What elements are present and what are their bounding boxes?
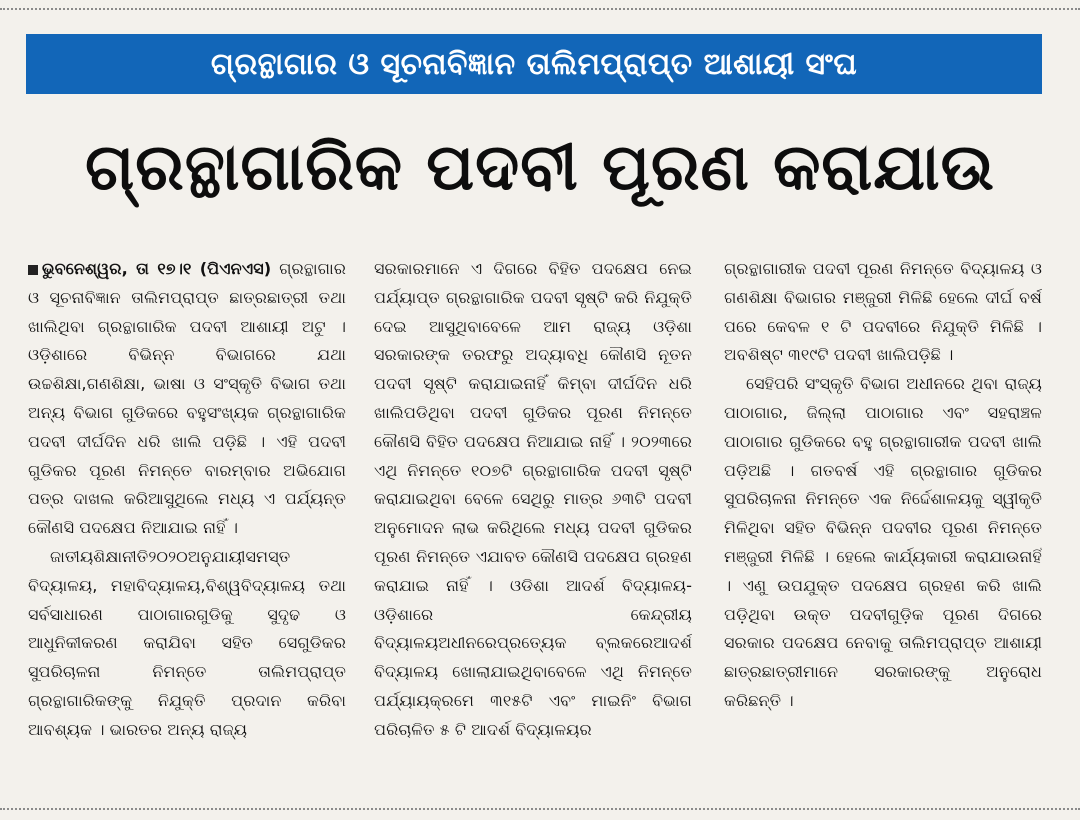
- headline-text: ଗ୍ରନ୍ଥାଗାରିକ ପଦବୀ ପୂରଣ କରାଯାଉ: [85, 131, 995, 205]
- dateline: ଭୁବନେଶ୍ୱର, ତା ୧୭।୧ (ପିଏନଏସ): [42, 259, 272, 278]
- article-column-3: [724, 255, 1042, 803]
- article-paragraph: [374, 255, 692, 745]
- top-dotted-rule: [0, 8, 1080, 10]
- kicker-banner: [26, 34, 1042, 94]
- headline: [20, 118, 1060, 218]
- article-paragraph: [724, 255, 1042, 370]
- article-column-2: [374, 255, 692, 803]
- paragraph-text: ସରକାରମାନେ ଏ ଦିଗରେ ବିହିତ ପଦକ୍ଷେପ ନେଇ ପର୍ଯ୍ୟାପ୍ତ ଗ୍ରନ୍ଥାଗାରିକ ପଦବୀ ସୃଷ୍ଟି କରି ନିଯୁକ୍ତି ଦେଇ ଆସୁଥିବାବେଳେ ଆମ ରାଜ୍ୟ ଓଡ଼ିଶା ସରକାରଙ୍କ ତରଫରୁ ଅଦ୍ୟାବଧି କୌଣସି ନୂତନ ପଦବୀ ସୃଷ୍ଟି କରାଯାଇନାହିଁ କିମ୍ବା ଦୀର୍ଘଦିନ ଧରି ଖାଲିପଡିଥିବା ପଦବୀ ଗୁଡିକର ପୂରଣ ନିମନ୍ତେ କୌଣସି ବିହିତ ପଦକ୍ଷେପ ନିଆଯାଇ ନାହିଁ । ୨୦୨୩ରେ ଏଥି ନିମନ୍ତେ ୧୦୭ଟି ଗ୍ରନ୍ଥାଗାରିକ ପଦବୀ ସୃଷ୍ଟି କରାଯାଇଥିବା ବେଳେ ସେଥିରୁ ମାତ୍ର ୬୩ଟି ପଦବୀ ଅନୁମୋଦନ ଲାଭ କରିଥିଲେ ମଧ୍ୟ ପଦବୀ ଗୁଡିକର ପୂରଣ ନିମନ୍ତେ ଏଯାବତ କୌଣସି ପଦକ୍ଷେପ ଗ୍ରହଣ କରାଯାଇ ନାହିଁ । ଓଡିଶା ଆଦର୍ଶ ବିଦ୍ୟାଳୟ- ଓଡ଼ିଶାରେ କେନ୍ଦ୍ରୀୟ ବିଦ୍ୟାଳୟଅଧୀନରେପ୍ରତ୍ୟେକ ବ୍ଲକରେଆଦର୍ଶ ବିଦ୍ୟାଳୟ ଖୋଲାଯାଇଥିବାବେଳେ ଏଥି ନିମନ୍ତେ ପର୍ଯ୍ୟାୟକ୍ରମେ ୩୧୫ଟି ଏବଂ ମାଇନିଂ ବିଭାଗ ପରିଚାଳିତ ୫ ଟି ଆଦର୍ଶ ବିଦ୍ୟାଳୟର: [374, 259, 692, 739]
- square-bullet-icon: [28, 265, 38, 275]
- article-paragraph: [724, 370, 1042, 716]
- kicker-text: ଗ୍ରନ୍ଥାଗାର ଓ ସୂଚନାବିଜ୍ଞାନ ତାଲିମପ୍ରାପ୍ତ ଆଶାୟୀ ସଂଘ: [210, 46, 858, 82]
- article-column-1: [28, 255, 346, 803]
- paragraph-text: ସେହିପରି ସଂସ୍କୃତି ବିଭାଗ ଅଧୀନରେ ଥିବା ରାଜ୍ୟ ପାଠାଗାର, ଜିଲ୍ଲା ପାଠାଗାର ଏବଂ ସହରାଞ୍ଚଳ ପାଠାଗାର ଗୁଡିକରେ ବହୁ ଗ୍ରନ୍ଥାଗାରୀକ ପଦବୀ ଖାଲି ପଡ଼ିଅଛି । ଗତବର୍ଷ ଏହି ଗ୍ରନ୍ଥାଗାର ଗୁଡିକର ସୁପରିଚାଳନା ନିମନ୍ତେ ଏକ ନିର୍ଦ୍ଦେଶାଳୟକୁ ସ୍ୱୀକୃତି ମିଳିଥିବା ସହିତ ବିଭିନ୍ନ ପଦବୀର ପୂରଣ ନିମନ୍ତେ ମଞ୍ଜୁରୀ ମିଳିଛି । ହେଲେ କାର୍ଯ୍ୟକାରୀ କରାଯାଉନାହିଁ । ଏଣୁ ଉପଯୁକ୍ତ ପଦକ୍ଷେପ ଗ୍ରହଣ କରି ଖାଲି ପଡ଼ିଥିବା ଉକ୍ତ ପଦବୀଗୁଡ଼ିକ ପୂରଣ ଦିଗରେ ସରକାର ପଦକ୍ଷେପ ନେବାକୁ ତାଲିମପ୍ରାପ୍ତ ଆଶାୟୀ ଛାତ୍ରଛାତ୍ରୀମାନେ ସରକାରଙ୍କୁ ଅନୁରୋଧ କରିଛନ୍ତି ।: [724, 374, 1042, 710]
- paragraph-text: ଜାତୀୟଶିକ୍ଷାନୀତି୨୦୨୦ଅନୁଯାୟୀସମସ୍ତ ବିଦ୍ୟାଳୟ, ମହାବିଦ୍ୟାଳୟ,ବିଶ୍ୱବିଦ୍ୟାଳୟ ତଥା ସର୍ବସାଧାରଣ ପାଠାଗାରଗୁଡିକୁ ସୁଦୃଢ ଓ ଆଧୁନିକୀକରଣ କରାଯିବା ସହିତ ସେଗୁଡିକର ସୁପରିଚାଳନା ନିମନ୍ତେ ତାଲିମପ୍ରାପ୍ତ ଗ୍ରନ୍ଥାଗାରିକଙ୍କୁ ନିଯୁକ୍ତି ପ୍ରଦାନ କରିବା ଆବଶ୍ୟକ । ଭାରତର ଅନ୍ୟ ରାଜ୍ୟ: [28, 546, 346, 739]
- article-paragraph: [28, 255, 346, 543]
- article-paragraph: [28, 543, 346, 745]
- bottom-dotted-rule: [0, 808, 1080, 810]
- paragraph-text: ଗ୍ରନ୍ଥାଗାର ଓ ସୂଚନାବିଜ୍ଞାନ ତାଲିମପ୍ରାପ୍ତ ଛାତ୍ରଛାତ୍ରୀ ତଥା ଖାଲିଥିବା ଗ୍ରନ୍ଥାଗାରିକ ପଦବୀ ଆଶାୟୀ ଅଟୁ । ଓଡ଼ିଶାରେ ବିଭିନ୍ନ ବିଭାଗରେ ଯଥା ଉଚ୍ଚଶିକ୍ଷା,ଗଣଶିକ୍ଷା, ଭାଷା ଓ ସଂସ୍କୃତି ବିଭାଗ ତଥା ଅନ୍ୟ ବିଭାଗ ଗୁଡିକରେ ବହୁସଂଖ୍ୟକ ଗ୍ରନ୍ଥାଗାରିକ ପଦବୀ ଦୀର୍ଘଦିନ ଧରି ଖାଲି ପଡ଼ିଛି । ଏହି ପଦବୀ ଗୁଡିକର ପୂରଣ ନିମନ୍ତେ ବାରମ୍ବାର ଅଭିଯୋଗ ପତ୍ର ଦାଖଲ କରିଆସୁଥିଲେ ମଧ୍ୟ ଏ ପର୍ଯ୍ୟନ୍ତ କୌଣସି ପଦକ୍ଷେପ ନିଆଯାଇ ନାହିଁ ।: [28, 259, 346, 538]
- paragraph-text: ଗ୍ରନ୍ଥାଗାରୀକ ପଦବୀ ପୂରଣ ନିମନ୍ତେ ବିଦ୍ୟାଳୟ ଓ ଗଣଶିକ୍ଷା ବିଭାଗର ମଞ୍ଜୁରୀ ମିଳିଛି ହେଲେ ଦୀର୍ଘ ବର୍ଷ ପରେ କେବଳ ୧ ଟି ପଦବୀରେ ନିଯୁକ୍ତି ମିଳିଛି । ଅବଶିଷ୍ଟ ୩୧୯ଟି ପଦବୀ ଖାଲିପଡ଼ିଛି ।: [724, 259, 1042, 365]
